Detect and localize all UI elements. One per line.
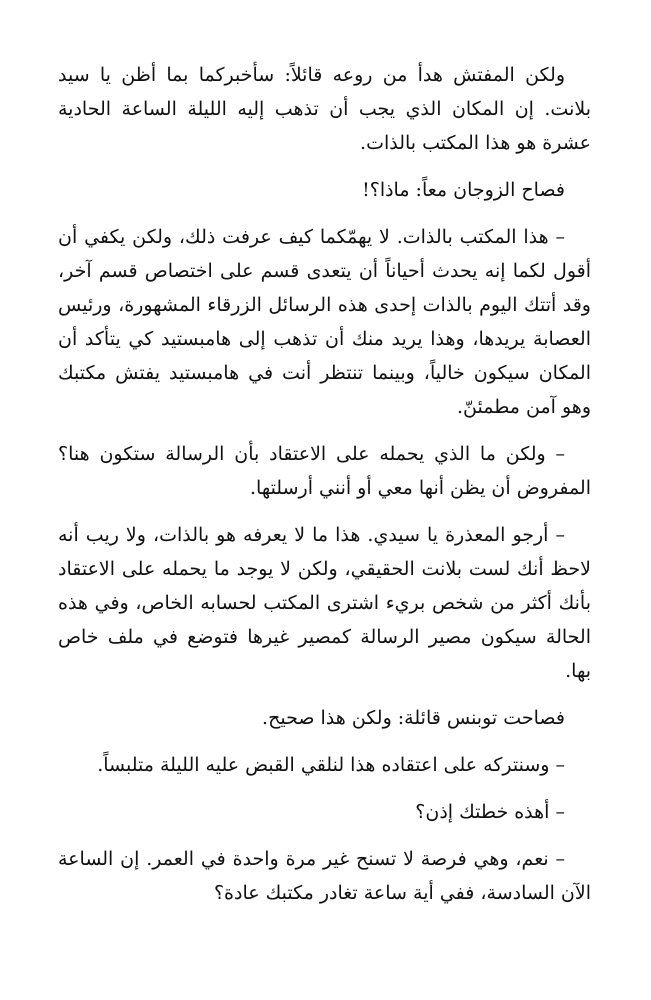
paragraph-4: – ولكن ما الذي يحمله على الاعتقاد بأن الرسالة ستكون هنا؟ المفروض أن يظن أنها معي أو أنني أرسلتها. xyxy=(58,443,591,499)
paragraph-1: ولكن المفتش هدأ من روعه قائلاً: سأخبركما بما أظن يا سيد بلانت. إن المكان الذي يجب أن تذهب إليه الليلة الساعة الحادية عشرة هو هذا المكتب بالذات. xyxy=(58,64,591,154)
paragraph-5: – أرجو المعذرة يا سيدي. هذا ما لا يعرفه هو بالذات، ولا ريب أنه لاحظ أنك لست بلانت الحقيقي، ولكن لا يوجد ما يحمله على الاعتقاد بأنك أكثر من شخص بريء اشترى المكتب لحسابه الخاص، وفي هذه الحالة سيكون مصير الرسالة كمصير غيرها فتوضع في ملف خاص بها. xyxy=(58,524,591,682)
paragraph-8: – أهذه خطتك إذن؟ xyxy=(415,801,565,823)
paragraph-3: – هذا المكتب بالذات. لا يهمّكما كيف عرفت ذلك، ولكن يكفي أن أقول لكما إنه يحدث أحياناً أن يتعدى قسم على اختصاص قسم آخر، وقد أتتك اليوم بالذات إحدى هذه الرسائل الزرقاء المشهورة، ورئيس العصابة يريدها، وهذا يريد منك أن تذهب إلى هامبستيد كي يتأكد أن المكان سيكون خالياً، وبينما تنتظر أنت في هامبستيد يفتش مكتبك وهو آمن مطمئنّ. xyxy=(58,226,591,418)
paragraph-7: – وسنتركه على اعتقاده هذا لنلقي القبض عليه الليلة متلبساً. xyxy=(97,754,565,776)
paragraph-6: فصاحت توبنس قائلة: ولكن هذا صحيح. xyxy=(262,707,565,729)
paragraph-9: – نعم، وهي فرصة لا تسنح غير مرة واحدة في العمر. إن الساعة الآن السادسة، ففي أية ساعة تغادر مكتبك عادة؟ xyxy=(58,848,591,904)
paragraph-2: فصاح الزوجان معاً: ماذا؟! xyxy=(362,179,565,201)
